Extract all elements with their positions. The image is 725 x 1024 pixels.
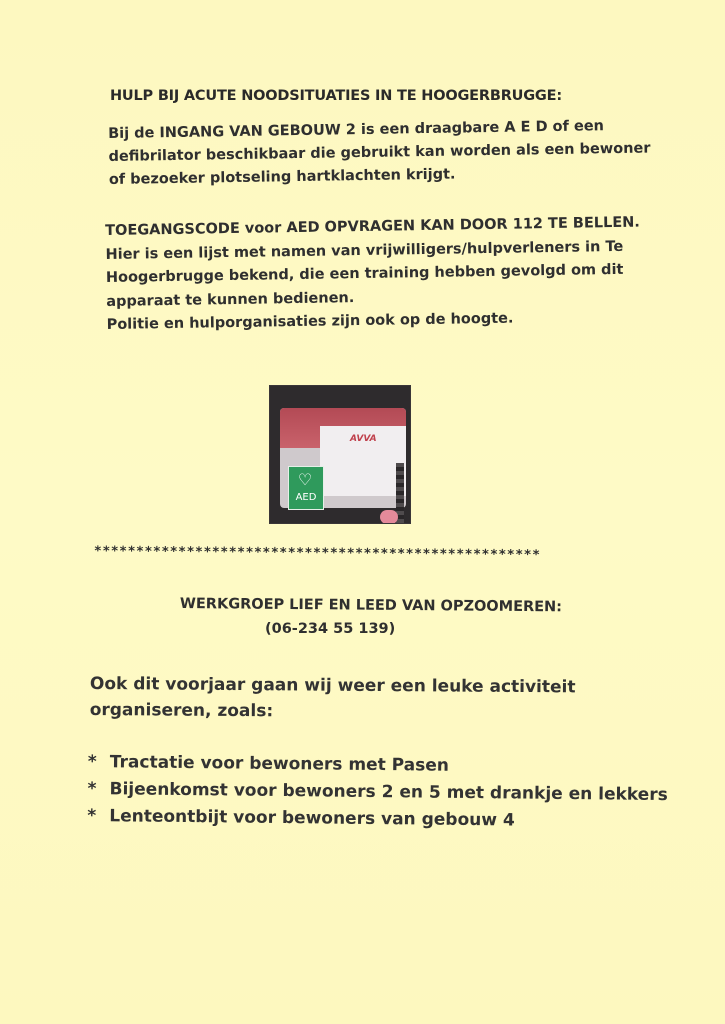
aed-sign [288, 466, 324, 510]
intro-line: organiseren, zoals: [89, 699, 274, 722]
list-bullet: * [87, 751, 97, 773]
list-item-text: Tractatie voor bewoners met Pasen [109, 752, 450, 776]
werkgroep-title: WERKGROEP LIEF EN LEED VAN OPZOOMEREN: [179, 596, 563, 616]
paragraph-line: Hoogerbrugge bekend, die een training hebben gevolgd om dit [105, 261, 624, 286]
list-item-text: Bijeenkomst voor bewoners 2 en 5 met drankje en lekkers [109, 779, 668, 806]
intro-line: Ook dit voorjaar gaan wij weer een leuke activiteit [89, 673, 576, 698]
paragraph-line: Hier is een lijst met namen van vrijwilligers/hulpverleners in Te [105, 238, 624, 263]
device-brand: AVVA [350, 434, 377, 444]
page-heading: HULP BIJ ACUTE NOODSITUATIES IN TE HOOGERBRUGGE: [110, 88, 562, 104]
corner-scan-mark [690, 1, 720, 21]
list-item-text: Lenteontbijt voor bewoners van gebouw 4 [109, 806, 515, 831]
aed-device-photo [269, 385, 411, 524]
paragraph-line: Bij de INGANG VAN GEBOUW 2 is een draagbare A E D of een [108, 118, 605, 142]
aed-location-paragraph [108, 114, 669, 192]
access-code-paragraph [105, 211, 677, 337]
paragraph-line: defibrilator beschikbaar die gebruikt kan worden als een bewoner [108, 140, 651, 165]
aed-heart-icon: ♡ [297, 470, 313, 489]
pink-sticker [380, 510, 398, 524]
paragraph-line: Politie en hulporganisaties zijn ook op de hoogte. [106, 310, 514, 333]
activity-list [87, 749, 678, 836]
list-bullet: * [87, 805, 97, 827]
star-divider: ***************************************************** [93, 544, 541, 563]
paragraph-line: TOEGANGSCODE voor AED OPVRAGEN KAN DOOR 112 TE BELLEN. [105, 214, 640, 239]
paragraph-line: apparaat te kunnen bedienen. [106, 289, 355, 310]
werkgroep-phone: (06-234 55 139) [265, 621, 396, 637]
aed-sign-label: AED [295, 492, 317, 503]
intro-paragraph [90, 671, 610, 727]
list-bullet: * [87, 778, 97, 800]
paragraph-line: of bezoeker plotseling hartklachten krijgt. [108, 166, 456, 188]
